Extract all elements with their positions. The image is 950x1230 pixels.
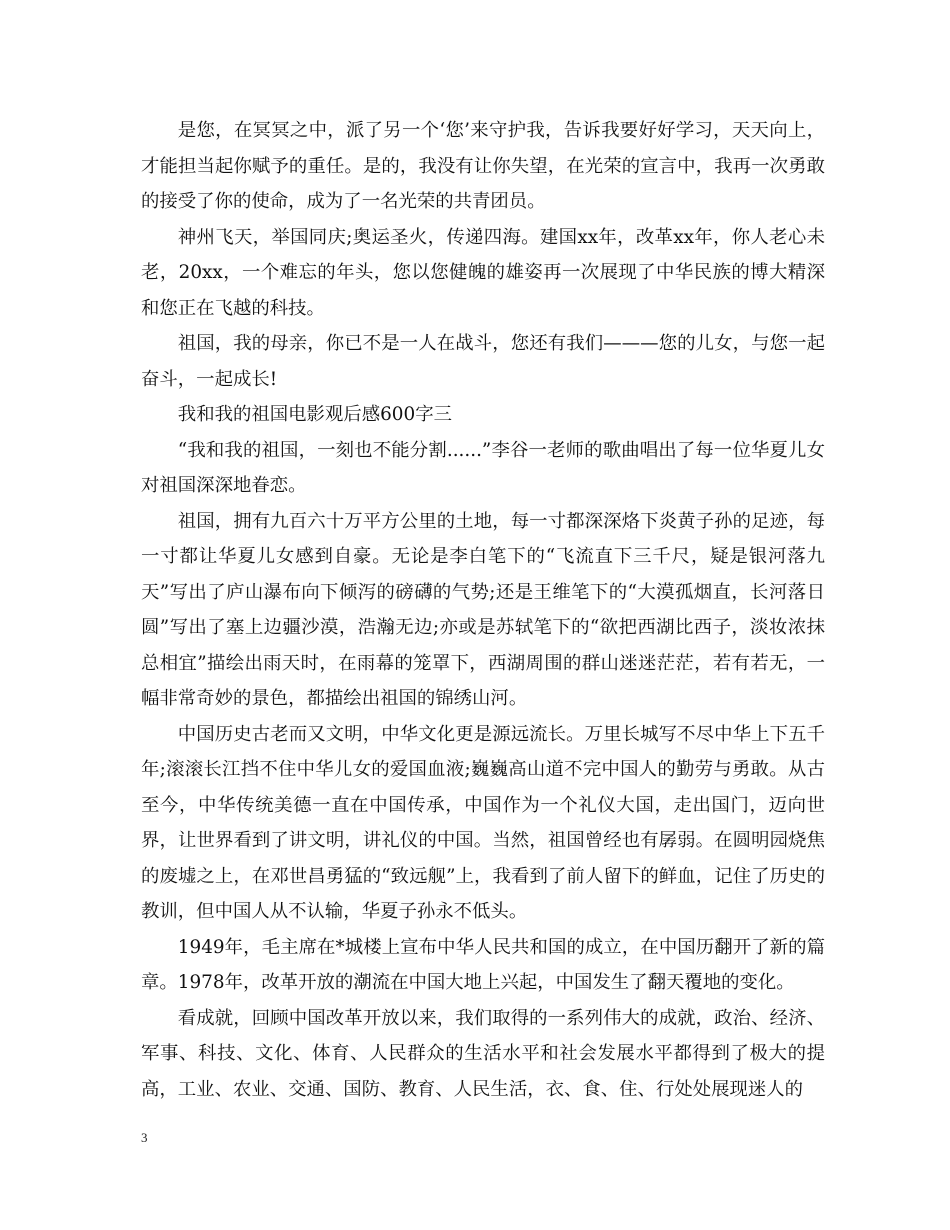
document-body	[141, 113, 825, 1107]
paragraph: 1949年，毛主席在*城楼上宣布中华人民共和国的成立，在中国历翻开了新的篇章。1978年，改革开放的潮流在中国大地上兴起，中国发生了翻天覆地的变化。	[141, 936, 825, 993]
paragraph: 祖国，我的母亲，你已不是一人在战斗，您还有我们———您的儿女，与您一起奋斗，一起成长!	[141, 333, 825, 390]
paragraph: 中国历史古老而又文明，中华文化更是源远流长。万里长城写不尽中华上下五千年;滚滚长江挡不住中华儿女的爱国血液;巍巍高山道不完中国人的勤劳与勇敢。从古至今，中华传统美德一直在中国传承，中国作为一个礼仪大国，走出国门，迈向世界，让世界看到了讲文明，讲礼仪的中国。当然，祖国曾经也有孱弱。在圆明园烧焦的废墟之上，在邓世昌勇猛的“致远舰”上，我看到了前人留下的鲜血，记住了历史的教训，但中国人从不认输，华夏子孙永不低头。	[141, 723, 825, 922]
paragraph: 祖国，拥有九百六十万平方公里的土地，每一寸都深深烙下炎黄子孙的足迹，每一寸都让华夏儿女感到自豪。无论是李白笔下的“飞流直下三千尺，疑是银河落九天”写出了庐山瀑布向下倾泻的磅礴的气势;还是王维笔下的“大漠孤烟直，长河落日圆”写出了塞上边疆沙漠，浩瀚无边;亦或是苏轼笔下的“欲把西湖比西子，淡妆浓抹总相宜”描绘出雨天时，在雨幕的笼罩下，西湖周围的群山迷迷茫茫，若有若无，一幅非常奇妙的景色，都描绘出祖国的锦绣山河。	[141, 510, 825, 709]
paragraph: 看成就，回顾中国改革开放以来，我们取得的一系列伟大的成就，政治、经济、军事、科技、文化、体育、人民群众的生活水平和社会发展水平都得到了极大的提高，工业、农业、交通、国防、教育、人民生活，衣、食、住、行处处展现迷人的	[141, 1007, 825, 1100]
paragraph: 神州飞天，举国同庆;奥运圣火，传递四海。建国xx年，改革xx年，你人老心未老，20xx，一个难忘的年头，您以您健魄的雄姿再一次展现了中华民族的博大精深和您正在飞越的科技。	[141, 226, 825, 319]
paragraph: “我和我的祖国，一刻也不能分割......”李谷一老师的歌曲唱出了每一位华夏儿女对祖国深深地眷恋。	[141, 439, 825, 496]
paragraph: 是您，在冥冥之中，派了另一个‘您’来守护我，告诉我要好好学习，天天向上，才能担当起你赋予的重任。是的，我没有让你失望，在光荣的宣言中，我再一次勇敢的接受了你的使命，成为了一名光荣的共青团员。	[141, 120, 825, 212]
page-number: 3	[141, 1130, 148, 1145]
section-heading: 我和我的祖国电影观后感600字三	[177, 404, 452, 425]
